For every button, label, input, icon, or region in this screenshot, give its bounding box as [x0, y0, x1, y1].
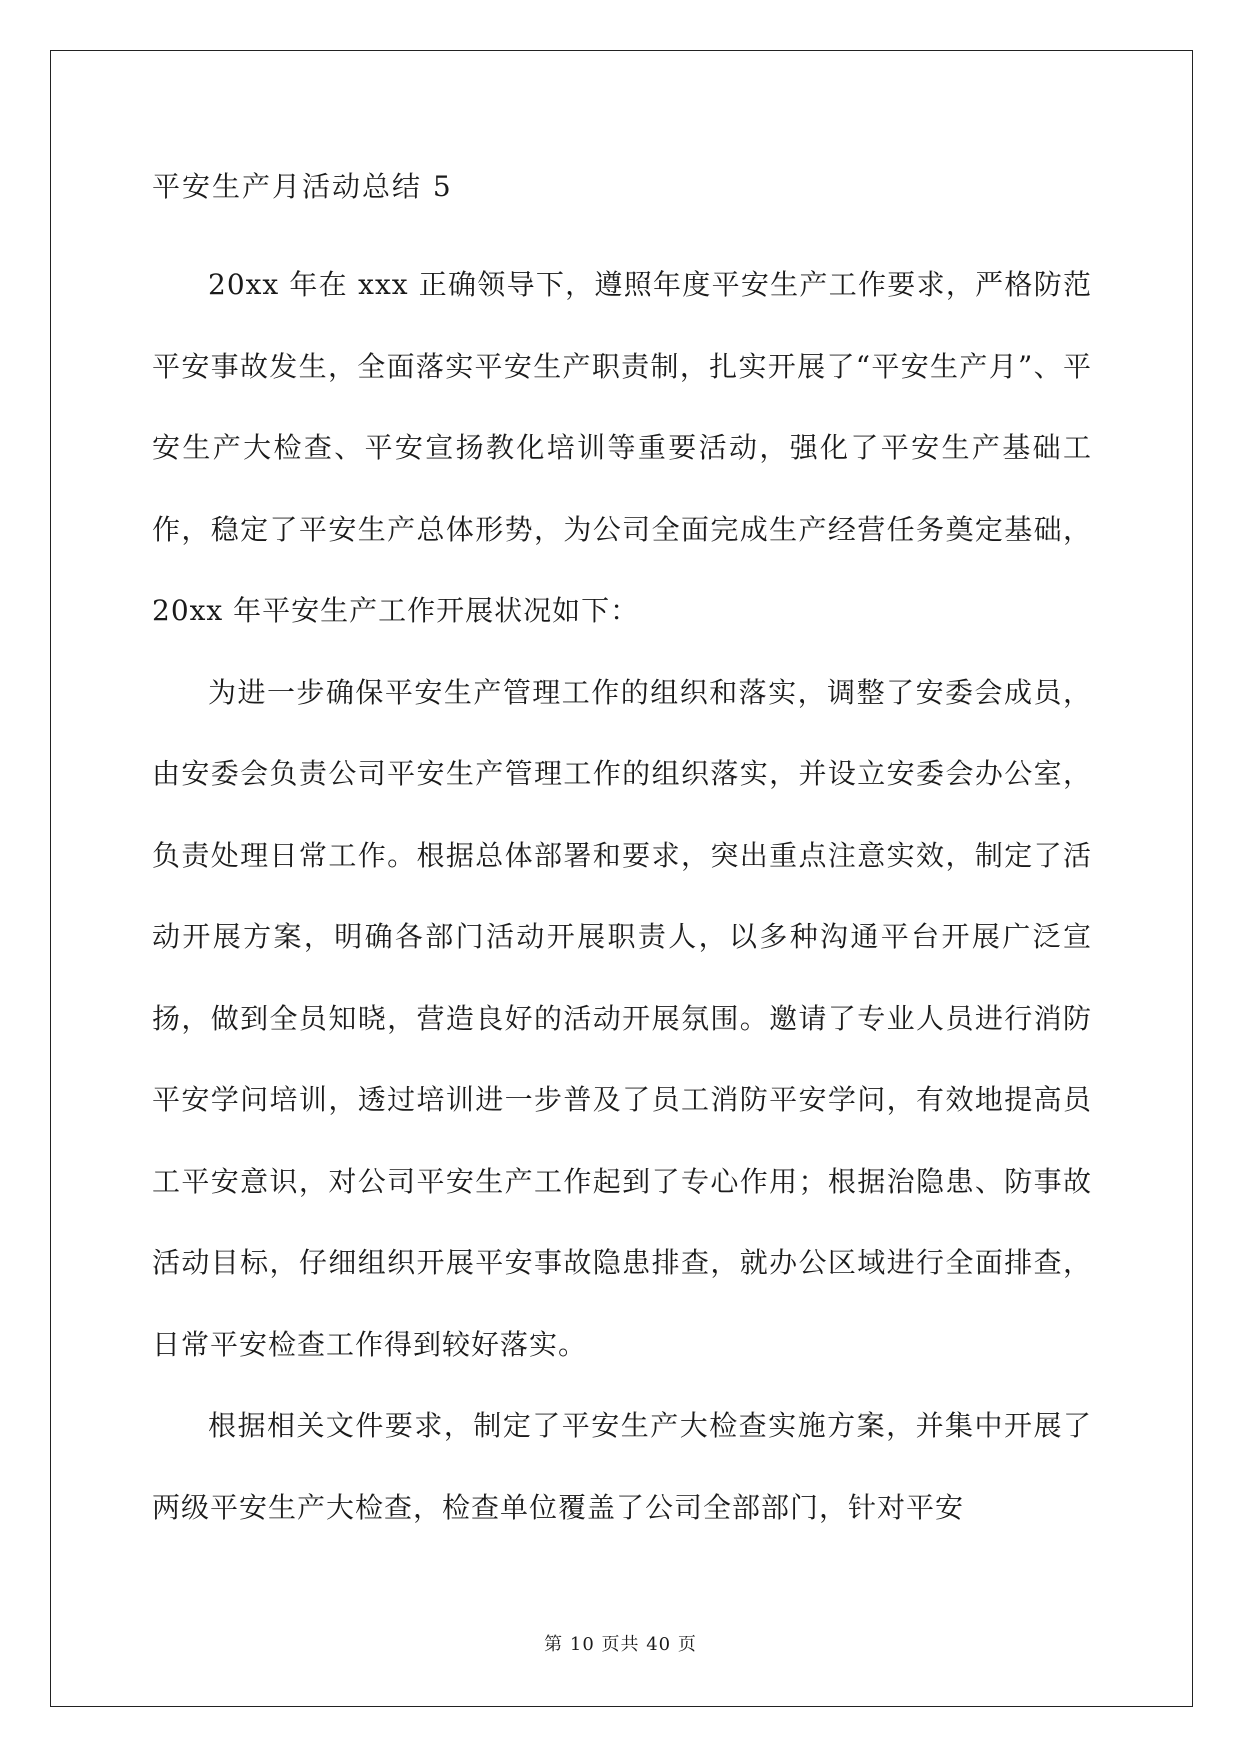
page-total: 共 40 页	[620, 1634, 697, 1655]
page-number: 第 10 页	[544, 1634, 621, 1655]
document-body	[152, 165, 1092, 1548]
paragraph-1: 20xx 年在 xxx 正确领导下，遵照年度平安生产工作要求，严格防范平安事故发生，全面落实平安生产职责制，扎实开展了“平安生产月”、平安生产大检查、平安宣扬教化培训等重要活动，强化了平安生产基础工作，稳定了平安生产总体形势，为公司全面完成生产经营任务奠定基础，20xx 年平安生产工作开展状况如下：	[152, 268, 1092, 627]
paragraph-3: 根据相关文件要求，制定了平安生产大检查实施方案，并集中开展了两级平安生产大检查，检查单位覆盖了公司全部部门，针对平安	[152, 1409, 1092, 1524]
page-footer	[0, 1630, 1241, 1656]
document-title: 平安生产月活动总结 5	[152, 170, 453, 203]
paragraph-2: 为进一步确保平安生产管理工作的组织和落实，调整了安委会成员，由安委会负责公司平安生产管理工作的组织落实，并设立安委会办公室，负责处理日常工作。根据总体部署和要求，突出重点注意实效，制定了活动开展方案，明确各部门活动开展职责人，以多种沟通平台开展广泛宣扬，做到全员知晓，营造良好的活动开展氛围。邀请了专业人员进行消防平安学问培训，透过培训进一步普及了员工消防平安学问，有效地提高员工平安意识，对公司平安生产工作起到了专心作用；根据治隐患、防事故活动目标，仔细组织开展平安事故隐患排查，就办公区域进行全面排查，日常平安检查工作得到较好落实。	[152, 675, 1092, 1361]
